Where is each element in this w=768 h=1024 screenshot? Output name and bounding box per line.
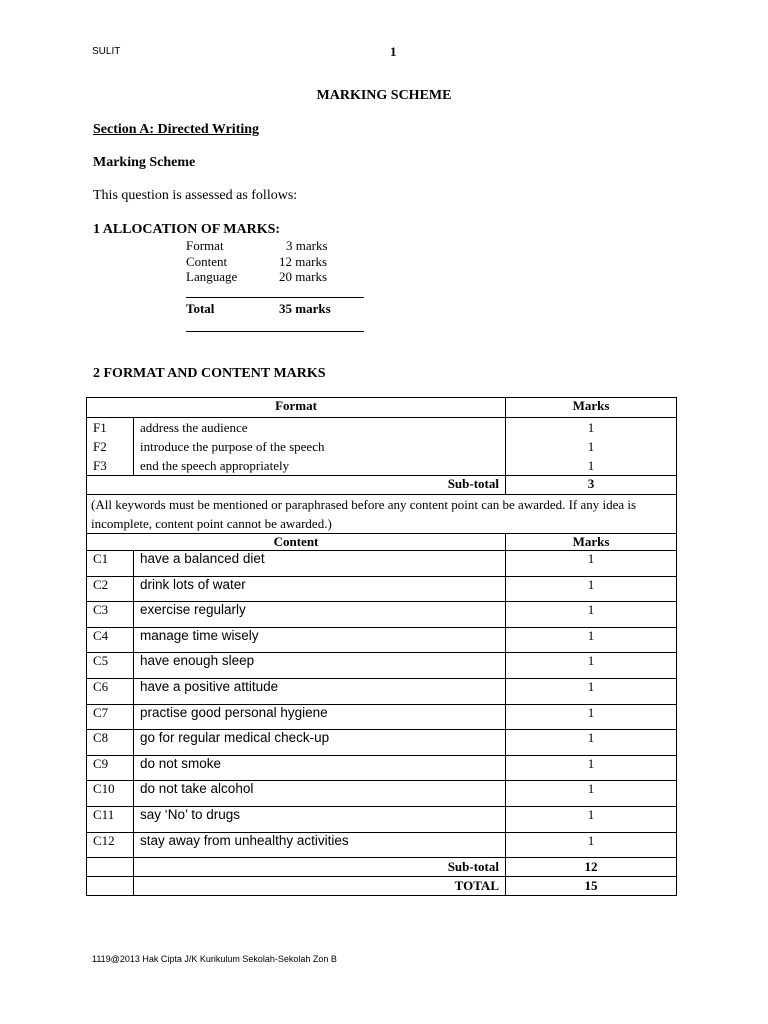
row-description: have enough sleep bbox=[134, 653, 506, 679]
row-marks: 1 bbox=[506, 678, 677, 704]
format-subtotal-value: 3 bbox=[506, 476, 677, 495]
row-description: do not take alcohol bbox=[134, 781, 506, 807]
divider bbox=[186, 297, 364, 298]
marks-table bbox=[86, 397, 677, 896]
row-code: C2 bbox=[87, 576, 134, 602]
row-description: go for regular medical check-up bbox=[134, 730, 506, 756]
row-marks: 1 bbox=[506, 456, 677, 476]
table-row bbox=[87, 730, 677, 756]
row-description: exercise regularly bbox=[134, 602, 506, 628]
content-subtotal-label: Sub-total bbox=[134, 858, 506, 877]
row-description: end the speech appropriately bbox=[134, 456, 506, 476]
intro-text: This question is assessed as follows: bbox=[93, 188, 298, 203]
row-code: F3 bbox=[87, 456, 134, 476]
section-a-heading: Section A: Directed Writing bbox=[93, 122, 260, 137]
total-label: TOTAL bbox=[134, 877, 506, 896]
row-marks: 1 bbox=[506, 832, 677, 858]
marking-scheme-heading: Marking Scheme bbox=[93, 155, 196, 170]
total-row bbox=[87, 877, 677, 896]
row-marks: 1 bbox=[506, 437, 677, 456]
row-description: manage time wisely bbox=[134, 627, 506, 653]
row-description: have a balanced diet bbox=[134, 551, 506, 577]
allocation-marks: 3 marks bbox=[286, 238, 328, 253]
row-description: practise good personal hygiene bbox=[134, 704, 506, 730]
allocation-label: Format bbox=[186, 238, 224, 253]
blank-cell bbox=[87, 858, 134, 877]
row-code: F2 bbox=[87, 437, 134, 456]
format-header: Format bbox=[87, 398, 506, 418]
row-code: C7 bbox=[87, 704, 134, 730]
format-content-heading: 2 FORMAT AND CONTENT MARKS bbox=[93, 366, 326, 381]
total-value: 15 bbox=[506, 877, 677, 896]
row-marks: 1 bbox=[506, 418, 677, 438]
row-code: C11 bbox=[87, 806, 134, 832]
row-description: address the audience bbox=[134, 418, 506, 438]
row-code: C4 bbox=[87, 627, 134, 653]
format-subtotal-label: Sub-total bbox=[87, 476, 506, 495]
allocation-total-marks: 35 marks bbox=[279, 301, 331, 316]
table-row bbox=[87, 627, 677, 653]
row-description: drink lots of water bbox=[134, 576, 506, 602]
row-code: C8 bbox=[87, 730, 134, 756]
allocation-label: Content bbox=[186, 254, 228, 269]
table-row bbox=[87, 704, 677, 730]
format-subtotal-row bbox=[87, 476, 677, 495]
allocation-marks: 20 marks bbox=[279, 269, 328, 284]
allocation-heading: 1 ALLOCATION OF MARKS: bbox=[93, 222, 281, 237]
row-marks: 1 bbox=[506, 730, 677, 756]
row-marks: 1 bbox=[506, 704, 677, 730]
row-description: do not smoke bbox=[134, 755, 506, 781]
note-row bbox=[87, 495, 677, 534]
row-marks: 1 bbox=[506, 602, 677, 628]
row-description: have a positive attitude bbox=[134, 678, 506, 704]
row-description: say ‘No’ to drugs bbox=[134, 806, 506, 832]
table-row bbox=[87, 437, 677, 456]
content-rows bbox=[87, 551, 677, 858]
row-code: C9 bbox=[87, 755, 134, 781]
header-sulit: SULIT bbox=[92, 46, 121, 57]
blank-cell bbox=[87, 877, 134, 896]
table-row bbox=[87, 551, 677, 577]
table-row bbox=[87, 418, 677, 438]
content-subtotal-value: 12 bbox=[506, 858, 677, 877]
page-number: 1 bbox=[390, 44, 397, 59]
row-code: C6 bbox=[87, 678, 134, 704]
row-code: C1 bbox=[87, 551, 134, 577]
table-row bbox=[87, 806, 677, 832]
allocation-marks: 12 marks bbox=[279, 254, 328, 269]
table-row bbox=[87, 602, 677, 628]
document-title: MARKING SCHEME bbox=[316, 88, 452, 103]
row-code: C5 bbox=[87, 653, 134, 679]
row-code: C10 bbox=[87, 781, 134, 807]
row-description: stay away from unhealthy activities bbox=[134, 832, 506, 858]
table-row bbox=[87, 781, 677, 807]
divider bbox=[186, 331, 364, 332]
table-row bbox=[87, 832, 677, 858]
row-code: C12 bbox=[87, 832, 134, 858]
row-marks: 1 bbox=[506, 551, 677, 577]
row-marks: 1 bbox=[506, 806, 677, 832]
row-code: F1 bbox=[87, 418, 134, 438]
footer-copyright: 1119@2013 Hak Cipta J/K Kurikulum Sekolah-Sekolah Zon B bbox=[92, 954, 337, 964]
row-marks: 1 bbox=[506, 576, 677, 602]
table-row bbox=[87, 456, 677, 476]
table-row bbox=[87, 678, 677, 704]
content-header: Content bbox=[87, 534, 506, 551]
note-text: (All keywords must be mentioned or paraphrased before any content point can be awarded. If any idea is incomplete, content point cannot be awarded.) bbox=[87, 495, 677, 534]
row-marks: 1 bbox=[506, 755, 677, 781]
row-code: C3 bbox=[87, 602, 134, 628]
table-row bbox=[87, 653, 677, 679]
table-row bbox=[87, 755, 677, 781]
allocation-total-label: Total bbox=[186, 301, 215, 316]
marks-header: Marks bbox=[506, 398, 677, 418]
row-marks: 1 bbox=[506, 653, 677, 679]
content-marks-header: Marks bbox=[506, 534, 677, 551]
row-marks: 1 bbox=[506, 627, 677, 653]
row-description: introduce the purpose of the speech bbox=[134, 437, 506, 456]
format-header-row bbox=[87, 398, 677, 418]
allocation-label: Language bbox=[186, 269, 238, 284]
content-header-row bbox=[87, 534, 677, 551]
table-row bbox=[87, 576, 677, 602]
row-marks: 1 bbox=[506, 781, 677, 807]
content-subtotal-row bbox=[87, 858, 677, 877]
